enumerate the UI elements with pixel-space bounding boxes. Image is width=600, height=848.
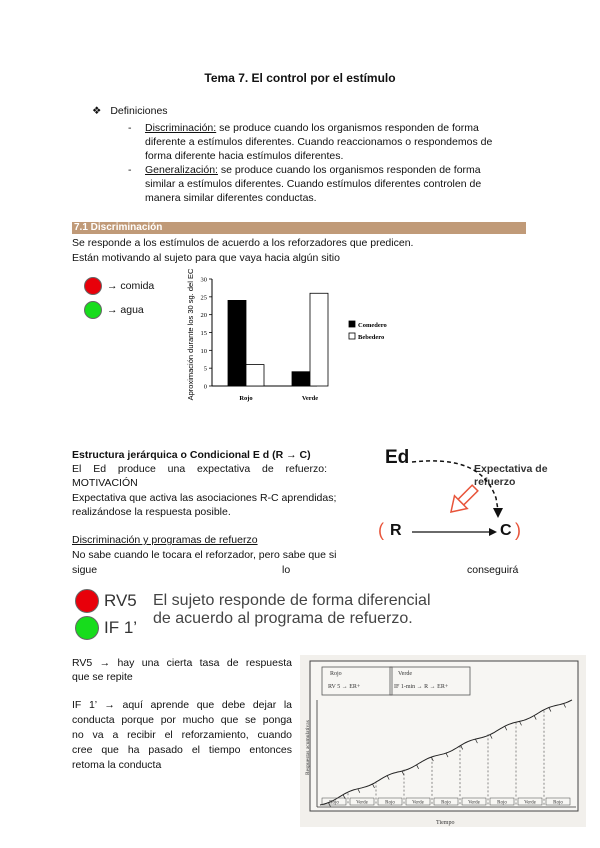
verde-box-title: Verde <box>398 671 412 677</box>
bar-verde-comedero <box>292 372 310 386</box>
legend-label: Comedero <box>358 322 387 329</box>
bar-verde-bebedero <box>310 293 328 386</box>
green-light-icon <box>75 616 99 640</box>
bar-chart <box>182 268 387 438</box>
structure-line: Expectativa que activa las asociaciones R-C aprendidas; <box>72 492 337 504</box>
programs-word: lo <box>282 564 291 576</box>
dashed-arrow-head-icon <box>493 508 503 518</box>
definition-generalizacion <box>128 163 526 205</box>
y-tick-label: 10 <box>200 347 207 355</box>
if-explanation-line: conducta porque por mucho que se ponga <box>72 714 292 726</box>
cumulative-xlabel: Tiempo <box>436 820 455 826</box>
programs-heading-text: Discriminación y programas de refuerzo <box>72 534 258 546</box>
segment-label: Rojo <box>441 800 451 806</box>
bar-rojo-comedero <box>228 300 246 386</box>
programs-heading <box>72 533 258 547</box>
structure-line: realizándose la respuesta posible. <box>72 506 231 518</box>
if1-label: IF 1’ <box>104 618 138 637</box>
page-title: Tema 7. El control por el estímulo <box>204 71 396 85</box>
definition-text: similar a estímulos diferentes. Cuando estímulos diferentes controlen de <box>145 178 482 190</box>
dash-bullet: - <box>128 164 132 176</box>
red-light-icon <box>75 589 99 613</box>
segment-label: Rojo <box>553 800 563 806</box>
segment-label: Verde <box>412 800 424 806</box>
expectativa-line: refuerzo <box>474 476 516 488</box>
rv5-label: RV5 <box>104 591 137 610</box>
cumulative-record-figure <box>300 655 586 827</box>
category-label: Rojo <box>239 395 253 402</box>
if-explanation-line: IF 1’ → aquí aprende que debe dejar la <box>72 699 292 711</box>
legend-label: Bebedero <box>358 334 385 341</box>
banner-text-2: de acuerdo al programa de refuerzo. <box>153 610 413 627</box>
diamond-bullet-icon: ❖ <box>92 105 102 117</box>
legend-swatch <box>349 321 355 327</box>
definition-text: forma diferente hacia estímulos diferentes. <box>145 150 344 162</box>
term-generalizacion: Generalización: <box>145 164 218 176</box>
segment-label: Rojo <box>385 800 395 806</box>
cumulative-ylabel: Respuestas acumulativas <box>305 720 311 775</box>
rojo-box-title: Rojo <box>330 671 342 677</box>
rojo-box-content: RV 5 → ER+ <box>328 684 361 690</box>
definition-text: manera similar diferentes conductas. <box>145 192 317 204</box>
y-tick-label: 30 <box>200 276 207 284</box>
section-paragraph-1: Se responde a los estímulos de acuerdo a los reforzadores que predicen. <box>72 237 414 249</box>
structure-line: MOTIVACIÓN <box>72 477 138 489</box>
diagram-r: R <box>390 522 402 539</box>
definition-text: se produce cuando los organismos responden de forma <box>217 164 481 176</box>
green-light-icon <box>84 301 102 319</box>
programs-word: sigue <box>72 564 98 576</box>
y-tick-label: 5 <box>203 365 207 373</box>
segment-label: Verde <box>468 800 480 806</box>
segment-label: Verde <box>356 800 368 806</box>
bar-rojo-bebedero <box>246 365 264 386</box>
definition-text: diferente a estímulos diferentes. Cuando reaccionamos o respondemos de <box>145 136 493 148</box>
green-label: → agua <box>107 304 144 316</box>
hollow-arrow-icon <box>445 482 482 519</box>
r-to-c-arrow-head-icon <box>489 528 497 536</box>
red-light-icon <box>84 277 102 295</box>
section-paragraph-2: Están motivando al sujeto para que vaya hacia algún sitio <box>72 252 340 264</box>
verde-box-content: IF 1-min → R → ER+ <box>394 684 449 690</box>
section-heading: 7.1 Discriminación <box>72 222 526 234</box>
programs-word: conseguirá <box>467 564 519 576</box>
segment-label: Verde <box>524 800 536 806</box>
expectativa-line: Expectativa de <box>474 463 548 475</box>
red-label: → comida <box>107 280 155 292</box>
if-explanation-line: retoma la conducta <box>72 759 162 771</box>
if-explanation-line: no va a recibir el reforzamiento, cuando <box>72 729 292 741</box>
banner-text-1: El sujeto responde de forma diferencial <box>153 592 431 609</box>
segment-label: Rojo <box>497 800 507 806</box>
category-label: Verde <box>301 395 319 402</box>
dash-bullet: - <box>128 122 132 134</box>
y-tick-label: 0 <box>203 383 207 391</box>
y-tick-label: 25 <box>200 294 207 302</box>
segment-label: Rojo <box>329 800 339 806</box>
definitions-label: Definiciones <box>110 105 168 117</box>
y-tick-label: 15 <box>200 330 207 337</box>
if-explanation-line: cree que ha pasado el tiempo entonces <box>72 744 292 756</box>
structure-heading: Estructura jerárquica o Condicional E d (R → C) <box>72 449 311 461</box>
open-paren: ( <box>378 520 384 540</box>
definition-text: se produce cuando los organismos responden de forma <box>216 122 479 134</box>
rv5-explanation-line: RV5 → hay una cierta tasa de respuesta <box>72 657 292 669</box>
definitions-heading <box>92 104 168 118</box>
programs-line: No sabe cuando le tocara el reforzador, pero sabe que si <box>72 549 337 561</box>
diagram-c: C <box>500 522 512 539</box>
structure-line: El Ed produce una expectativa de refuerzo: <box>72 463 327 475</box>
close-paren: ) <box>515 520 521 540</box>
definition-discriminacion <box>128 121 526 163</box>
y-axis-label: Aproximación durante los 30 sg. del EC <box>186 268 195 401</box>
rv5-explanation-line: que se repite <box>72 671 133 683</box>
diagram-ed: Ed <box>385 447 410 468</box>
term-discriminacion: Discriminación: <box>145 122 217 134</box>
y-tick-label: 20 <box>200 312 207 320</box>
legend-swatch <box>349 333 355 339</box>
